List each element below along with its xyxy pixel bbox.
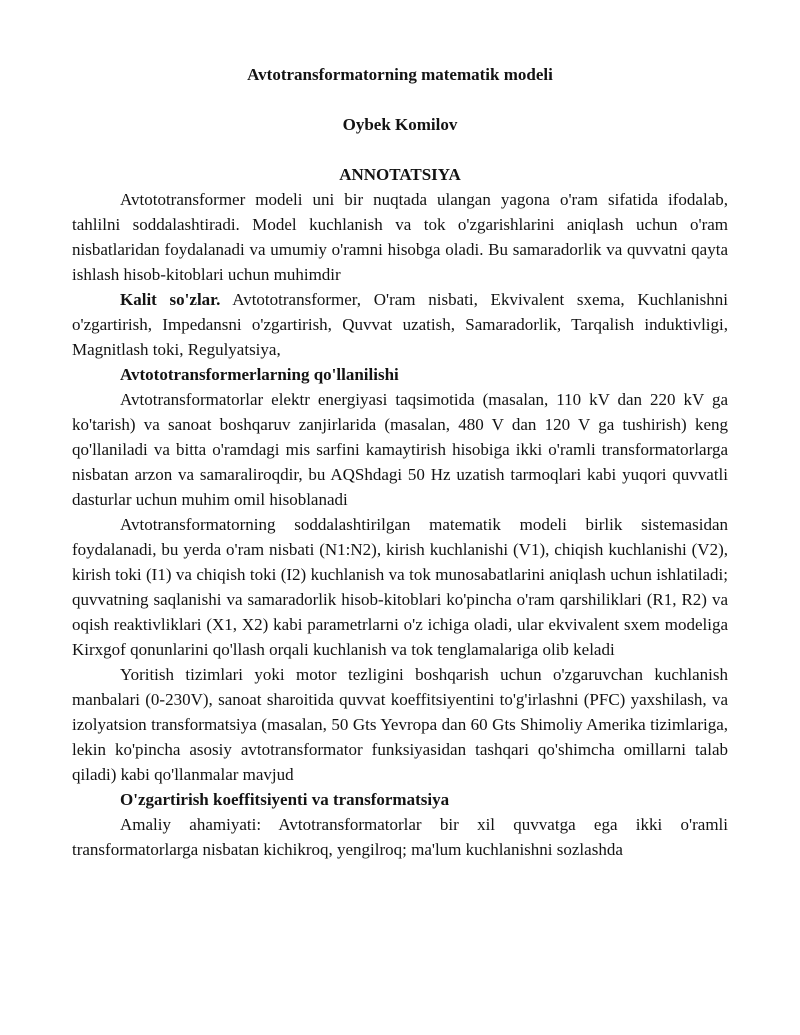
abstract-heading: ANNOTATSIYA [339,165,461,184]
page-title: Avtotransformatorning matematik modeli [247,65,553,84]
author-name: Oybek Komilov [342,115,458,134]
section-heading-applications: Avtototransformerlarning qo'llanilishi [120,365,399,384]
section1-paragraph-3: Yoritish tizimlari yoki motor tezligini boshqarish uchun o'zgaruvchan kuchlanish manbalari (0-230V), sanoat sharoitida quvvat koeffitsiyentini to'g'irlashni (PFC) yaxshilash, va izolyatsion transformatsiya (masalan, 50 Gts Yevropa dan 60 Gts Shimoliy Amerika tizimlariga, lekin ko'pincha asosiy avtotransformator funksiyasidan tashqari qo'shimcha omillarni talab qiladi) kabi qo'llanmalar mavjud [72,665,728,784]
section2-paragraph-1: Amaliy ahamiyati: Avtotransformatorlar bir xil quvvatga ega ikki o'ramli transformatorlarga nisbatan kichikroq, yengilroq; ma'lum kuchlanishni sozlashda [72,815,728,859]
abstract-paragraph: Avtototransformer modeli uni bir nuqtada ulangan yagona o'ram sifatida ifodalab, tahlilni soddalashtiradi. Model kuchlanish va tok o'zgarishlarini aniqlash uchun o'ram nisbatlaridan foydalanadi va umumiy o'ramni hisobga oladi. Bu samaradorlik va quvvatni qayta ishlash hisob-kitoblari uchun muhimdir [72,190,728,284]
keywords-text: Avtototransformer, O'ram nisbati, Ekvivalent sxema, Kuchlanishni o'zgartirish, Impedansni o'zgartirish, Quvvat uzatish, Samaradorlik, Tarqalish induktivligi, Magnitlash toki, Regulyatsiya, [72,290,728,359]
section1-paragraph-1: Avtotransformatorlar elektr energiyasi taqsimotida (masalan, 110 kV dan 220 kV ga ko'tarish) va sanoat boshqaruv zanjirlarida (masalan, 480 V dan 120 V ga tushirish) keng qo'llaniladi va bitta o'ramdagi mis sarfini kamaytirish hisobiga ikki o'ramli transformatorlarga nisbatan arzon va samaraliroqdir, bu AQShdagi 50 Hz uzatish tarmoqlari kabi yuqori quvvatli dasturlar uchun muhim omil hisoblanadi [72,390,728,509]
keywords-paragraph [72,287,728,362]
section1-paragraph-2: Avtotransformatorning soddalashtirilgan matematik modeli birlik sistemasidan foydalanadi, bu yerda o'ram nisbati (N1:N2), kirish kuchlanishi (V1), chiqish kuchlanishi (V2), kirish toki (I1) va chiqish toki (I2) kuchlanish va tok munosabatlarini aniqlash uchun ishlatiladi; quvvatning saqlanishi va samaradorlik hisob-kitoblari ko'pincha o'ram qarshiliklari (R1, R2) va oqish reaktivliklari (X1, X2) kabi parametrlarni o'z ichiga oladi, ular ekvivalent sxem modeliga Kirxgof qonunlarini qo'llash orqali kuchlanish va tok tenglamalariga olib keladi [72,515,728,659]
keywords-label: Kalit so'zlar. [120,290,221,309]
section-heading-transformation: O'zgartirish koeffitsiyenti va transformatsiya [120,790,450,809]
